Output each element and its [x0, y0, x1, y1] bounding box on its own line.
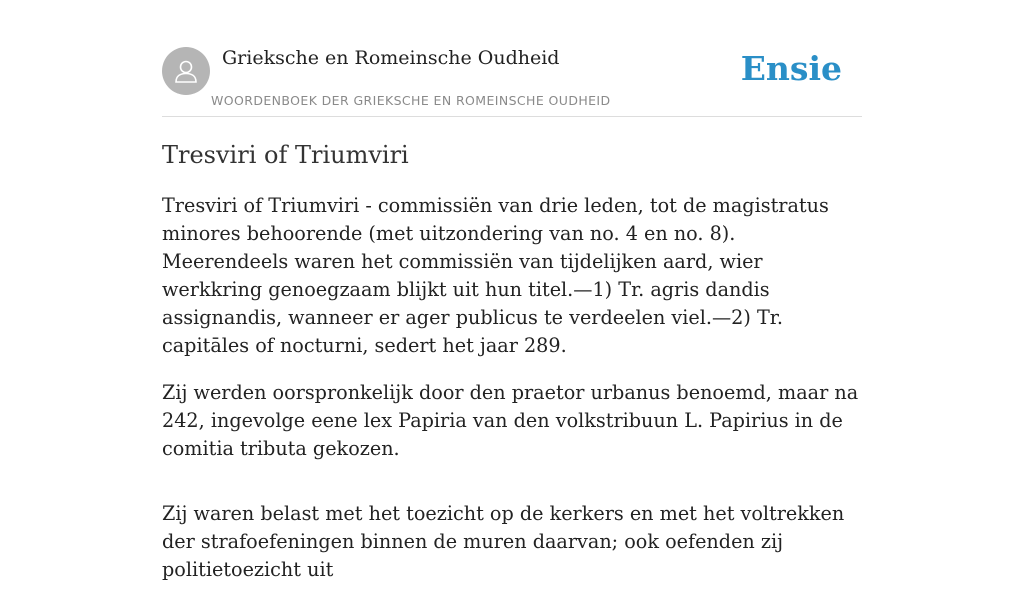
source-title[interactable]: Grieksche en Romeinsche Oudheid [222, 47, 560, 69]
paragraph: Zij waren belast met het toezicht op de kerkers en met het voltrekken der strafoefeningen binnen de muren daarvan; ook oefenden zij politietoezicht uit [162, 502, 845, 581]
paragraph: Tresviri of Triumviri - commissiën van drie leden, tot de magistratus minores behoorende (met uitzondering van no. 4 en no. 8). Meerendeels waren het commissiën van tijdelijken aard, wier werkkring genoegzaam blijkt uit hun titel.—1) Tr. agris dandis assignandis, wanneer er ager publicus te verdeelen viel.—2) Tr. capitāles of nocturni, sedert het jaar 289. [162, 194, 829, 357]
paragraph: Zij werden oorspronkelijk door den praetor urbanus benoemd, maar na 242, ingevolge eene lex Papiria van den volkstribuun L. Papirius in de comitia tributa gekozen. [162, 381, 859, 460]
page [162, 0, 862, 581]
avatar[interactable] [162, 47, 210, 95]
page-title: Tresviri of Triumviri [162, 141, 409, 169]
header [162, 0, 862, 117]
brand-logo[interactable]: Ensie [740, 49, 842, 88]
entry-body [162, 192, 862, 603]
source-subtitle: WOORDENBOEK DER GRIEKSCHE EN ROMEINSCHE OUDHEID [211, 93, 611, 108]
user-icon [172, 57, 200, 85]
